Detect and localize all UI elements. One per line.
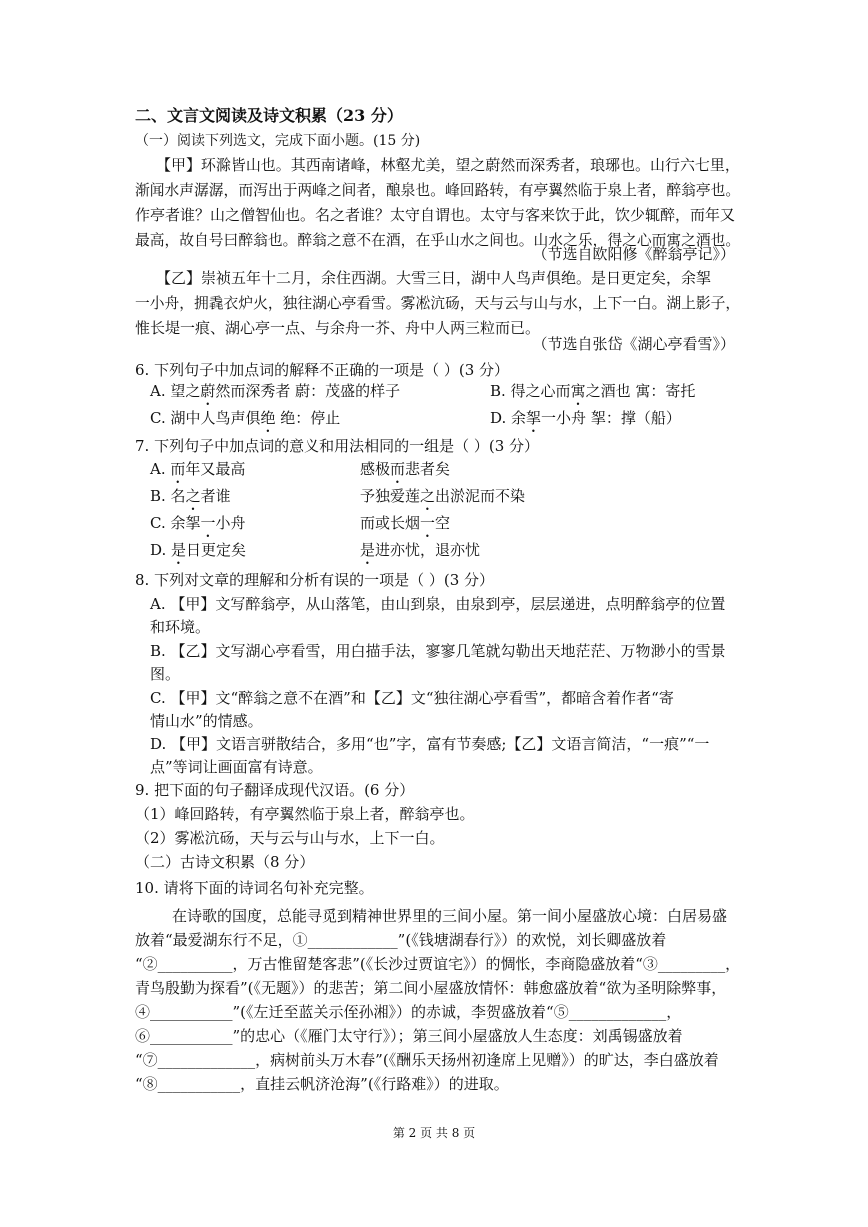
option-d: D. 余挐一小舟 挐：撑（船） xyxy=(490,409,681,427)
option-c-cont: 情山水”的情感。 xyxy=(150,712,263,730)
fill-blank-line: ④___________”(《左迁至蓝关示侄孙湘》）的赤诚，李贺盛放着“⑤_____________， xyxy=(135,1003,682,1021)
fill-blank-line: 青鸟殷勤为探看”(《无题》）的悲苦；第二间小屋盛放情怀：韩愈盛放着“欲为圣明除弊事， xyxy=(135,979,727,997)
passage-line: 渐闻水声潺潺，而泻出于两峰之间者，酿泉也。峰回路转，有亭翼然临于泉上者，醉翁亭也。 xyxy=(135,181,741,199)
part1-title: （一）阅读下列选文，完成下面小题。(15 分) xyxy=(135,133,421,149)
option-a-cont: 和环境。 xyxy=(150,618,211,636)
dotted-word: 而 xyxy=(170,460,186,478)
dotted-word: 之 xyxy=(420,487,436,505)
question-stem: 6. 下列句子中加点词的解释不正确的一项是（ ）(3 分） xyxy=(135,361,510,379)
option-c: C. 湖中人鸟声俱绝 绝：停止 xyxy=(150,409,341,427)
dotted-word: 蔚 xyxy=(200,382,216,400)
option-b: B. 【乙】文写湖心亭看雪，用白描手法，寥寥几笔就勾勒出天地茫茫、万物渺小的雪景 xyxy=(150,642,726,660)
page-footer: 第 2 页 共 8 页 xyxy=(392,1126,476,1140)
fill-blank-line: 放着“最爱湖东行不足，①____________”(《钱塘湖春行》）的欢悦，刘长卿盛放着 xyxy=(135,931,667,949)
option-b-left: B. 名之者谁 xyxy=(150,487,231,505)
fill-blank-line: “⑧___________，直挂云帆济沧海”(《行路难》）的进取。 xyxy=(135,1075,509,1093)
option-c-right: 而或长烟一空 xyxy=(360,514,451,532)
sentence-2: （2）雾凇沆砀，天与云与山与水，上下一白。 xyxy=(135,829,445,847)
option-d: D. 【甲】文语言骈散结合，多用“也”字，富有节奏感;【乙】文语言简洁，“一痕”“一 xyxy=(150,735,710,753)
option-c: C. 【甲】文“醉翁之意不在酒”和【乙】文“独往湖心亭看雪”，都暗含着作者“寄 xyxy=(150,689,674,707)
dotted-word: 一 xyxy=(420,514,436,532)
dotted-word: 是 xyxy=(360,541,376,559)
question-stem: 7. 下列句子中加点词的意义和用法相同的一组是（ ）(3 分） xyxy=(135,437,540,455)
question-stem: 10. 请将下面的诗词名句补充完整。 xyxy=(135,879,374,897)
sentence-1: （1）峰回路转，有亭翼然临于泉上者，醉翁亭也。 xyxy=(135,805,475,823)
part2-title: （二）古诗文积累（8 分） xyxy=(135,853,315,871)
dotted-word: 之 xyxy=(185,487,201,505)
question-stem: 9. 把下面的句子翻译成现代汉语。(6 分） xyxy=(135,781,415,799)
fill-blank-line: “⑦_____________，病树前头万木春”(《酬乐天扬州初逢席上见赠》）的旷达，李白盛放着 xyxy=(135,1051,719,1069)
passage-line: 最高，故自号曰醉翁也。醉翁之意不在酒，在乎山水之间也。山水之乐，得之心而寓之酒也。 xyxy=(135,231,741,249)
option-a: A. 【甲】文写醉翁亭，从山落笔，由山到泉，由泉到亭，层层递进，点明醉翁亭的位置 xyxy=(150,595,726,613)
option-a-right: 感极而悲者矣 xyxy=(360,460,451,478)
passage-line: 惟长堤一痕、湖心亭一点、与余舟一芥、舟中人两三粒而已。 xyxy=(135,319,541,337)
section-heading: 二、文言文阅读及诗文积累（23 分） xyxy=(135,106,403,125)
option-d-left: D. 是日更定矣 xyxy=(150,541,247,559)
option-d-cont: 点”等词让画面富有诗意。 xyxy=(150,758,323,776)
option-b: B. 得之心而寓之酒也 寓：寄托 xyxy=(490,382,696,400)
dotted-word: 寓 xyxy=(570,382,586,400)
option-a: A. 望之蔚然而深秀者 蔚：茂盛的样子 xyxy=(150,382,401,400)
fill-blank-line: 在诗歌的国度，总能寻觅到精神世界里的三间小屋。第一间小屋盛放心境：白居易盛 xyxy=(172,907,728,925)
passage-line: 一小舟，拥毳衣炉火，独往湖心亭看雪。雾凇沆砀，天与云与山与水，上下一白。湖上影子， xyxy=(135,294,741,312)
dotted-word: 是 xyxy=(171,541,187,559)
dotted-word: 绝 xyxy=(260,409,276,427)
passage-line: 【甲】环滁皆山也。其西南诸峰，林壑尤美，望之蔚然而深秀者，琅琊也。山行六七里， xyxy=(156,156,740,174)
fill-blank-line: “②__________，万古惟留楚客悲”(《长沙过贾谊宅》）的惆怅，李商隐盛放着“③_________， xyxy=(135,955,741,973)
option-a-left: A. 而年又最高 xyxy=(150,460,246,478)
option-b-right: 予独爱莲之出淤泥而不染 xyxy=(360,487,526,505)
passage-source: （节选自张岱《湖心亭看雪》） xyxy=(532,335,735,353)
option-c-left: C. 余挐一小舟 xyxy=(150,514,246,532)
dotted-word: 而 xyxy=(390,460,406,478)
passage-line: 作亭者谁？山之僧智仙也。名之者谁？太守自谓也。太守与客来饮于此，饮少辄醉，而年又 xyxy=(135,206,736,224)
passage-line: 【乙】崇祯五年十二月，余住西湖。大雪三日，湖中人鸟声俱绝。是日更定矣，余挐 xyxy=(156,269,712,287)
question-stem: 8. 下列对文章的理解和分析有误的一项是（ ）(3 分） xyxy=(135,571,495,589)
dotted-word: 挐 xyxy=(526,409,542,427)
option-b-cont: 图。 xyxy=(150,665,181,683)
dotted-word: 一 xyxy=(200,514,216,532)
passage-source: （节选自欧阳修《醉翁亭记》） xyxy=(532,245,735,263)
fill-blank-line: ⑥___________”的忠心（《雁门太守行》）；第三间小屋盛放人生态度：刘禹锡盛放着 xyxy=(135,1027,683,1045)
option-d-right: 是进亦忧，退亦忧 xyxy=(360,541,481,559)
